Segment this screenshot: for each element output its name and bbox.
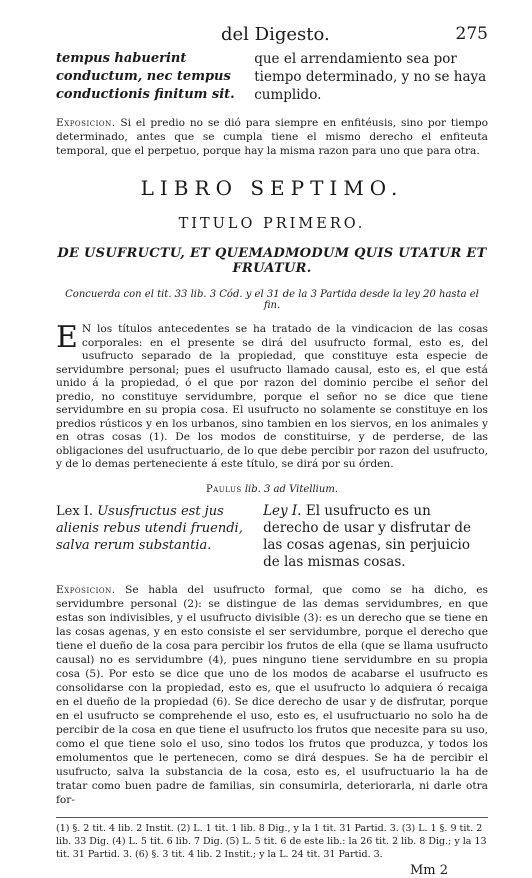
exposicion-paragraph-2: [56, 583, 488, 807]
spanish-law-text: El usufructo es un derecho de usar y disfrutar de las cosas agenas, sin perjuicio de las mismas cosas.: [263, 502, 471, 570]
spanish-law: [263, 503, 488, 571]
intro-paragraph: [56, 320, 488, 472]
law-columns: [56, 503, 488, 571]
exposicion-text: Se habla del usufructo formal, que como se ha dicho, es servidumbre personal (2): se distingue de las demas servidumbres, en que estas son indivisibles, y el usufructo divisible (3): es un derecho que se tiene en las cosas agenas, y en esto consiste el ser servidumbre, porque el derecho que tiene el dueño de la cosa para percibir los frutos de ella (que se llama usufructo causal) no es servidumbre (4), pues ninguno tiene servidumbre en su propia cosa (5). Por esto se dice que uno de los modos de acabarse el usufructo es consolidarse con la propiedad, esto es, que el usufructo lo adquiera ó recaiga en el dueño de la propiedad (6). Se dice derecho de usar y de disfrutar, porque en el usufructo se comprehende el uso, esto es, el usufructuario no solo ha de percibir de la cosa en que tiene el usufructo los frutos que necesite para su uso, como el que tiene solo el uso, sino todos los frutos que produzca, y todos los emolumentos que le pertenecen, como se dirá despues. Se ha de percibir el usufructo, salva la substancia de la cosa, esto es, el usufructuario la ha de tratar como buen padre de familias, sin consumirla, deteriorarla, ni darle otra for-: [56, 583, 488, 806]
latin-law-label: Lex I.: [56, 503, 94, 519]
source-author: Paulus: [206, 483, 242, 495]
page: [56, 14, 488, 878]
spanish-law-label: Ley I.: [263, 502, 302, 519]
exposicion-label: Exposicion.: [56, 583, 116, 596]
signature-mark: Mm 2: [409, 862, 448, 878]
exposicion-paragraph-1: [56, 116, 488, 158]
concordance-note: Concuerda con el tit. 33 lib. 3 Cód. y el 31 de la 3 Partida desde la ley 20 hasta el fin.: [65, 289, 479, 311]
running-head: del Digesto.: [221, 24, 330, 45]
top-columns: [56, 50, 488, 104]
intro-text: N los títulos antecedentes se ha tratado de la vindicacion de las cosas corporales: en el presente se dirá del usufructo formal, esto es, del usufructo separado de la propiedad, que constituye esta especie de servidumbre personal; pues el usufructo llamado causal, esto es, el que está unido á la propiedad, ó el que por razon del dominio percibe el señor del predio, no constituye servidumbre, porque el señor no se dice que tiene servidumbre en su propia cosa. El usufructo no solamente se constituye en los predios rústicos y en los urbanos, sino tambien en los siervos, en los animales y en otras cosas (1). De los modos de constituirse, y de perderse, de las obligaciones del usufructuario, de lo que debe percibir por razon del usufructo, y de lo demas perteneciente á este título, se dirá por su órden.: [56, 323, 488, 470]
spanish-column: que el arrendamiento sea por tiempo determinado, y no se haya cumplido.: [254, 51, 487, 103]
exposicion-text: Si el predio no se dió para siempre en enfitéusis, sino por tiempo determinado, antes que se cumpla tiene el mismo derecho el enfiteuta temporal, que el perpetuo, porque hay la misma razon para uno que para otra.: [56, 117, 488, 157]
exposicion-label: Exposicion.: [56, 117, 116, 129]
book-title: LIBRO SEPTIMO.: [140, 176, 404, 200]
page-number: 275: [455, 24, 488, 44]
title-rubric: DE USUFRUCTU, ET QUEMADMODUM QUIS UTATUR ET FRUATUR.: [57, 246, 487, 276]
source-book: lib. 3 ad Vitellium.: [244, 483, 338, 495]
drop-cap: E: [56, 320, 78, 355]
title-heading: TITULO PRIMERO.: [178, 216, 366, 232]
page-header: [56, 14, 488, 44]
source-citation: [56, 484, 488, 495]
latin-column: tempus habuerint conductum, nec tempus conductionis finitum sit.: [56, 51, 235, 102]
latin-law-text: Ususfructus est jus alienis rebus utendi fruendi, salva rerum substantia.: [56, 503, 243, 553]
latin-law: [56, 503, 255, 571]
footnotes: (1) §. 2 tit. 4 lib. 2 Instit. (2) L. 1 tit. 1 lib. 8 Dig., y la 1 tit. 31 Partid. 3. (3) L. 1 §. 9 tit. 2 lib. 33 Dig. (4) L. 5 tit. 6 lib. 7 Dig. (5) L. 5 tit. 6 de este lib.: la 26 tit. 2 lib. 8 Dig.; y la 13 tit. 31 Partid. 3. (6) §. 3 tit. 4 lib. 2 Instit.; y la L. 24 tit. 31 Partid. 3.: [56, 817, 488, 861]
